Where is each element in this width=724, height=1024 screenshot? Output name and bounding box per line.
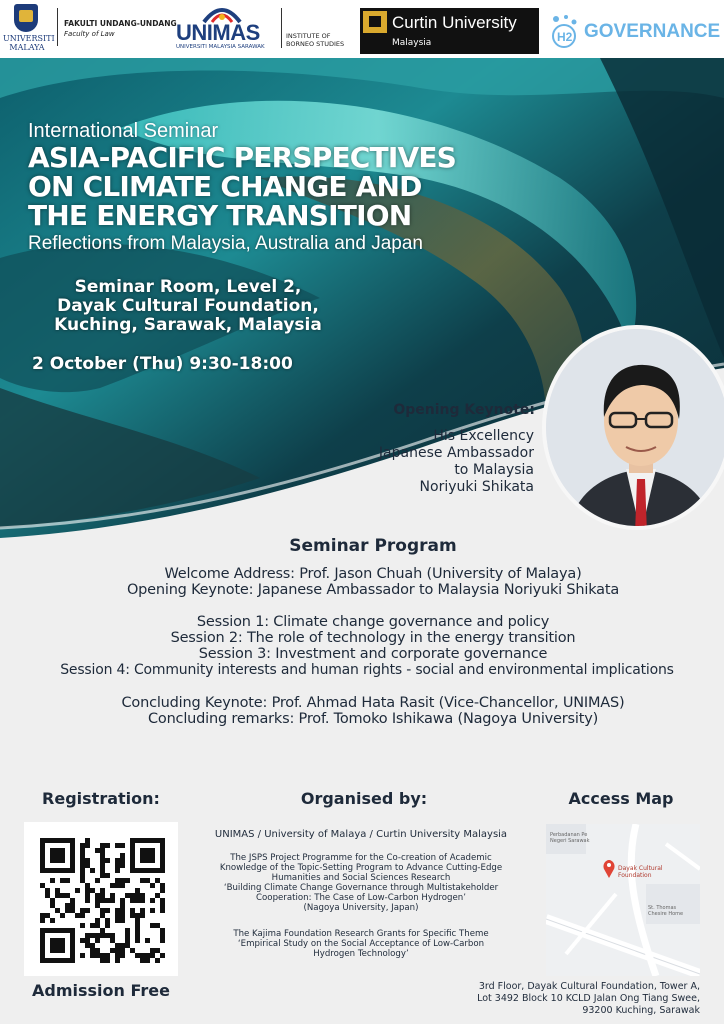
divider [281,8,282,48]
opening-keynote-heading: Opening Keynote: [393,402,535,418]
admission-free: Admission Free [32,981,170,1000]
borneo-studies-name: INSTITUTE OF BORNEO STUDIES [286,32,345,48]
jsps-line: Cooperation: The Case of Low-Carbon Hydrogen’ [256,893,466,903]
registration-qr-code[interactable] [24,822,178,976]
unimas-name: UNIMAS [176,20,260,45]
jsps-line: Humanities and Social Sciences Research [271,873,451,883]
keynote-line: Japanese Ambassador [378,445,534,461]
address-line: 3rd Floor, Dayak Cultural Foundation, Tower A, [478,981,700,992]
governance-name: GOVERNANCE [584,21,721,42]
svg-text:H2: H2 [557,30,573,44]
seminar-date: 2 October (Thu) 9:30-18:00 [32,354,293,374]
program-heading: Seminar Program [289,536,457,556]
program-item: Opening Keynote: Japanese Ambassador to Malaysia Noriyuki Shikata [126,582,620,598]
program-item: Session 1: Climate change governance and policy [196,614,550,630]
address-line: 93200 Kuching, Sarawak [582,1005,700,1016]
svg-text:Perbadanan Pe: Perbadanan Pe [550,832,588,838]
venue: Seminar Room, Level 2, Dayak Cultural Foundation, Kuching, Sarawak, Malaysia [54,277,322,335]
svg-text:St. Thomas: St. Thomas [648,905,677,911]
seminar-kicker: International Seminar [28,120,219,142]
jsps-line: Knowledge of the Topic-Setting Program to Advance Cutting-Edge [219,863,503,873]
university-malaya-name: UNIVERSITI MALAYA [3,34,55,52]
organisers-main: UNIMAS / University of Malaya / Curtin University Malaysia [214,829,508,840]
university-malaya-crest-icon [14,4,38,32]
jsps-line: ‘Building Climate Change Governance through Multistakeholder [223,883,499,893]
curtin-subtitle: Malaysia [392,38,432,48]
seminar-subtitle: Reflections from Malaysia, Australia and Japan [28,233,423,254]
kajima-line: The Kajima Foundation Research Grants for Specific Theme [233,929,489,939]
divider [57,8,58,46]
registration-heading: Registration: [42,789,160,808]
seminar-title: ASIA-PACIFIC PERSPECTIVES ON CLIMATE CHANGE AND THE ENERGY TRANSITION [28,141,457,232]
h2-molecule-icon [548,14,582,48]
program-item: Session 3: Investment and corporate governance [198,646,548,662]
logo-bar [0,0,724,58]
curtin-logo [360,8,539,54]
kajima-line: ‘Empirical Study on the Social Acceptance of Low-Carbon [237,939,485,949]
keynote-line: Noriyuki Shikata [419,479,534,495]
keynote-line: His Excellency [433,428,534,444]
jsps-line: The JSPS Project Programme for the Co-creation of Academic [230,853,492,863]
kajima-line: Hydrogen Technology’ [313,949,409,959]
address-line: Lot 3492 Block 10 KCLD Jalan Ong Tiang Swee, [477,993,700,1004]
svg-text:Foundation: Foundation [618,872,652,879]
law-faculty-name: FAKULTI UNDANG-UNDANG [64,19,177,28]
svg-text:Negeri Sarawak: Negeri Sarawak [550,838,590,844]
curtin-name: Curtin University [392,13,517,32]
organisers-heading: Organised by: [300,789,428,808]
program-item: Welcome Address: Prof. Jason Chuah (University of Malaya) [164,566,582,582]
access-map[interactable] [546,824,700,976]
program-item: Session 4: Community interests and human rights - social and environmental implications [60,662,674,678]
keynote-line: to Malaysia [454,462,534,478]
access-map-heading: Access Map [568,789,674,808]
svg-text:Chesire Home: Chesire Home [648,911,684,917]
program-item: Session 2: The role of technology in the energy transition [170,630,576,646]
ambassador-portrait [542,325,724,530]
unimas-subtitle: UNIVERSITI MALAYSIA SARAWAK [176,44,265,50]
program-item: Concluding Keynote: Prof. Ahmad Hata Rasit (Vice-Chancellor, UNIMAS) [121,695,625,711]
jsps-line: (Nagoya University, Japan) [303,903,419,913]
curtin-crest-icon [363,11,387,33]
law-faculty-name-en: Faculty of Law [64,30,115,38]
program-item: Concluding remarks: Prof. Tomoko Ishikawa (Nagoya University) [147,711,599,727]
svg-text:Dayak Cultural: Dayak Cultural [618,865,663,872]
